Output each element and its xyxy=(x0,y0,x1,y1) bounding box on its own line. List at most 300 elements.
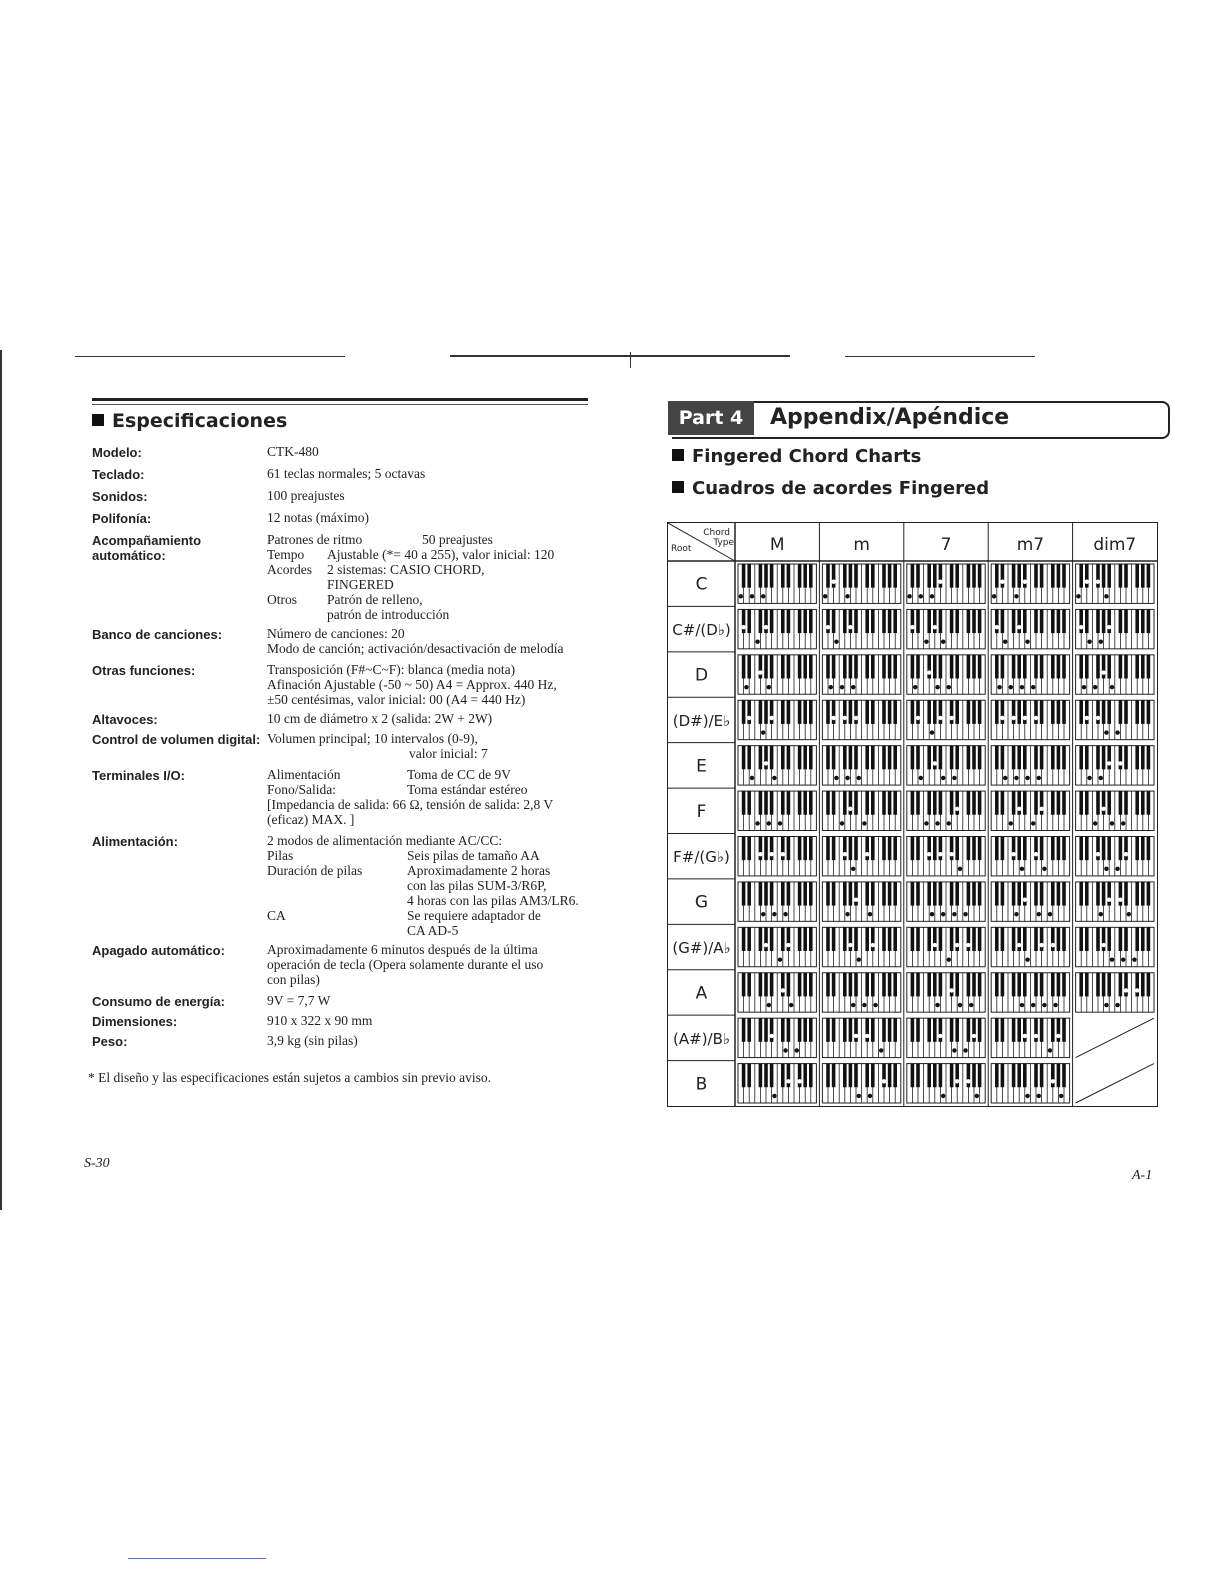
black-key xyxy=(1057,609,1061,633)
black-key xyxy=(1141,837,1145,861)
white-key-dot xyxy=(1110,821,1114,825)
white-key-dot xyxy=(1009,821,1013,825)
chord-type-label: M xyxy=(769,535,785,555)
white-key-dot xyxy=(1093,821,1097,825)
spec-value-line xyxy=(267,908,592,923)
white-key-dot xyxy=(958,867,962,871)
black-key xyxy=(747,700,751,724)
black-key-dot xyxy=(769,852,773,856)
black-key xyxy=(809,609,813,633)
black-key xyxy=(1141,973,1145,997)
white-key-dot xyxy=(857,776,861,780)
black-key xyxy=(911,973,915,997)
black-key xyxy=(888,609,892,633)
bullet-square-icon xyxy=(672,481,684,493)
black-key-dot xyxy=(854,897,858,901)
black-key xyxy=(978,973,982,997)
black-key xyxy=(972,1018,976,1042)
spec-label: Apagado automático: xyxy=(92,943,225,958)
black-key xyxy=(1023,791,1027,815)
black-key-dot xyxy=(949,852,953,856)
black-key xyxy=(1107,927,1111,951)
black-key xyxy=(893,746,897,770)
black-key xyxy=(1102,700,1106,724)
black-key xyxy=(770,746,774,770)
black-key xyxy=(1147,700,1151,724)
black-key xyxy=(781,746,785,770)
black-key xyxy=(1062,837,1066,861)
black-key xyxy=(843,927,847,951)
part-banner xyxy=(672,401,1170,439)
spec-value-line xyxy=(267,466,592,481)
black-key xyxy=(916,700,920,724)
black-key xyxy=(742,927,746,951)
spec-row xyxy=(92,626,592,656)
black-key xyxy=(770,927,774,951)
black-key xyxy=(1040,1064,1044,1088)
black-key xyxy=(803,655,807,679)
black-key xyxy=(854,882,858,906)
white-key-dot xyxy=(1115,867,1119,871)
black-key xyxy=(1096,655,1100,679)
black-key xyxy=(1040,655,1044,679)
spec-label: Terminales I/O: xyxy=(92,768,185,783)
black-key-dot xyxy=(949,716,953,720)
black-key xyxy=(759,973,763,997)
white-key-dot xyxy=(761,730,765,734)
black-key-dot xyxy=(966,1079,970,1083)
black-key xyxy=(742,746,746,770)
black-key xyxy=(1051,882,1055,906)
spec-row xyxy=(92,466,592,482)
black-key xyxy=(967,837,971,861)
black-key xyxy=(747,1018,751,1042)
black-key xyxy=(826,791,830,815)
right-page-number: A-1 xyxy=(1132,1168,1153,1183)
black-key xyxy=(1135,791,1139,815)
black-key xyxy=(1147,791,1151,815)
black-key xyxy=(972,791,976,815)
spec-value-part: Volumen principal; 10 intervalos (0-9), xyxy=(267,731,478,746)
spec-value-part: CTK-480 xyxy=(267,444,319,459)
black-key xyxy=(1102,746,1106,770)
black-key xyxy=(742,791,746,815)
empty-cell-diagonal xyxy=(1076,1018,1154,1057)
black-key xyxy=(803,609,807,633)
black-key xyxy=(759,1018,763,1042)
black-key xyxy=(854,1064,858,1088)
white-key-dot xyxy=(739,594,743,598)
white-key-dot xyxy=(772,1094,776,1098)
black-key xyxy=(1102,837,1106,861)
black-key xyxy=(1096,700,1100,724)
black-key xyxy=(1062,973,1066,997)
spec-label: Consumo de energía: xyxy=(92,994,225,1009)
black-key xyxy=(770,973,774,997)
spec-value-part: Aproximadamente 6 minutos después de la última xyxy=(267,942,538,957)
chord-root-label: C xyxy=(695,574,708,595)
spec-value-line xyxy=(267,626,592,641)
black-key-dot xyxy=(786,943,790,947)
black-key xyxy=(759,609,763,633)
black-key-dot xyxy=(831,716,835,720)
white-key-dot xyxy=(1020,1003,1024,1007)
spec-row xyxy=(92,711,592,727)
black-key xyxy=(916,882,920,906)
black-key-dot xyxy=(1034,852,1038,856)
black-key xyxy=(826,609,830,633)
white-key-dot xyxy=(1127,912,1131,916)
black-key xyxy=(1085,837,1089,861)
spec-value-part: 61 teclas normales; 5 octavas xyxy=(267,466,426,481)
black-key xyxy=(1034,655,1038,679)
chord-root-label: A xyxy=(695,983,708,1004)
black-key xyxy=(916,791,920,815)
black-key xyxy=(759,700,763,724)
black-key-dot xyxy=(764,625,768,629)
black-key xyxy=(1079,837,1083,861)
black-key xyxy=(1057,927,1061,951)
black-key-dot xyxy=(1096,580,1100,584)
white-key-dot xyxy=(1053,1003,1057,1007)
black-key-dot xyxy=(1135,988,1139,992)
black-key xyxy=(871,609,875,633)
black-key xyxy=(978,746,982,770)
white-key-dot xyxy=(1087,640,1091,644)
black-key xyxy=(1119,973,1123,997)
black-key xyxy=(832,973,836,997)
spec-value-part: Afinación Ajustable (-50 ~ 50) A4 = Approx. 440 Hz, xyxy=(267,677,557,692)
spec-label: Otras funciones: xyxy=(92,663,196,678)
black-key xyxy=(764,791,768,815)
black-key xyxy=(1135,927,1139,951)
black-key xyxy=(1147,609,1151,633)
black-key xyxy=(742,1018,746,1042)
black-key xyxy=(995,973,999,997)
black-key-dot xyxy=(933,943,937,947)
white-key-dot xyxy=(1093,685,1097,689)
spec-value-part: 100 preajustes xyxy=(267,488,345,503)
white-key-dot xyxy=(1020,685,1024,689)
black-key xyxy=(1107,837,1111,861)
black-key xyxy=(1135,564,1139,588)
black-key-dot xyxy=(747,716,751,720)
black-key xyxy=(747,564,751,588)
black-key xyxy=(854,746,858,770)
white-key-dot xyxy=(851,685,855,689)
spec-value-line xyxy=(267,532,592,547)
black-key xyxy=(764,973,768,997)
black-key xyxy=(854,564,858,588)
black-key xyxy=(747,609,751,633)
spec-value-part: patrón de introducción xyxy=(327,607,450,622)
black-key xyxy=(1119,655,1123,679)
black-key-dot xyxy=(1023,716,1027,720)
spec-value-part: Modo de canción; activación/desactivación de melodía xyxy=(267,641,564,656)
black-key xyxy=(1023,882,1027,906)
black-key xyxy=(803,791,807,815)
spec-value-line xyxy=(267,562,592,577)
black-key xyxy=(893,655,897,679)
black-key xyxy=(916,1018,920,1042)
black-key xyxy=(882,700,886,724)
black-key xyxy=(967,609,971,633)
white-key-dot xyxy=(1087,776,1091,780)
black-key xyxy=(1062,700,1066,724)
black-key xyxy=(832,564,836,588)
part-label: Part 4 xyxy=(668,401,754,435)
black-key-dot xyxy=(933,761,937,765)
black-key xyxy=(1023,609,1027,633)
black-key xyxy=(803,700,807,724)
black-key xyxy=(787,973,791,997)
black-key-dot xyxy=(769,716,773,720)
black-key xyxy=(809,1018,813,1042)
spec-value-part: Aproximadamente 2 horas xyxy=(407,863,551,878)
black-key xyxy=(1135,973,1139,997)
bullet-square-icon xyxy=(92,414,104,426)
spec-row xyxy=(92,767,592,827)
spec-value xyxy=(267,833,592,938)
spec-label: Acompañamiento automático: xyxy=(92,533,202,563)
black-key xyxy=(803,1018,807,1042)
black-key xyxy=(1107,700,1111,724)
black-key xyxy=(1012,564,1016,588)
spec-value-part: 50 preajustes xyxy=(422,532,493,547)
black-key xyxy=(1096,746,1100,770)
black-key xyxy=(955,927,959,951)
black-key xyxy=(764,609,768,633)
black-key xyxy=(787,1064,791,1088)
black-key xyxy=(798,837,802,861)
black-key xyxy=(1017,973,1021,997)
black-key xyxy=(1147,973,1151,997)
black-key-dot xyxy=(972,1034,976,1038)
black-key xyxy=(995,700,999,724)
black-key xyxy=(803,927,807,951)
spec-value-part: 2 modos de alimentación mediante AC/CC: xyxy=(267,833,503,848)
black-key xyxy=(849,746,853,770)
black-key xyxy=(1034,927,1038,951)
black-key-dot xyxy=(1079,625,1083,629)
black-key xyxy=(882,609,886,633)
white-key-dot xyxy=(1076,594,1080,598)
spec-value-part: CA AD-5 xyxy=(407,923,459,938)
white-key-dot xyxy=(913,685,917,689)
black-key-dot xyxy=(843,716,847,720)
black-key xyxy=(764,927,768,951)
black-key xyxy=(1057,1018,1061,1042)
white-key-dot xyxy=(1048,912,1052,916)
black-key xyxy=(967,973,971,997)
black-key xyxy=(1079,564,1083,588)
black-key-dot xyxy=(1101,670,1105,674)
black-key xyxy=(888,746,892,770)
black-key xyxy=(1135,655,1139,679)
black-key xyxy=(950,746,954,770)
black-key-dot xyxy=(758,670,762,674)
spec-value-line xyxy=(267,677,592,692)
spec-label: Polifonía: xyxy=(92,511,152,526)
spec-value-part: Toma estándar estéreo xyxy=(407,782,528,797)
spec-row xyxy=(92,993,592,1009)
black-key xyxy=(1147,564,1151,588)
specs-section-title xyxy=(92,410,287,432)
spec-label: Altavoces: xyxy=(92,712,158,727)
spec-value-part: Otros xyxy=(267,592,297,607)
black-key xyxy=(1051,973,1055,997)
spec-value-line xyxy=(267,942,592,957)
black-key xyxy=(888,927,892,951)
black-key xyxy=(1012,1018,1016,1042)
black-key xyxy=(1012,746,1016,770)
spec-label: Teclado: xyxy=(92,467,145,482)
black-key xyxy=(747,927,751,951)
white-key-dot xyxy=(783,912,787,916)
black-key xyxy=(927,927,931,951)
black-key xyxy=(798,655,802,679)
black-key xyxy=(978,1064,982,1088)
white-key-dot xyxy=(862,821,866,825)
black-key xyxy=(843,655,847,679)
black-key xyxy=(967,1064,971,1088)
black-key xyxy=(882,837,886,861)
bullet-square-icon xyxy=(672,449,684,461)
black-key-dot xyxy=(871,943,875,947)
white-key-dot xyxy=(1020,867,1024,871)
black-key xyxy=(764,700,768,724)
black-key xyxy=(1017,746,1021,770)
spec-value-part: valor inicial: 7 xyxy=(409,746,488,761)
black-key-dot xyxy=(1039,807,1043,811)
spec-value xyxy=(267,1033,592,1049)
black-key xyxy=(911,700,915,724)
black-key xyxy=(865,746,869,770)
black-key-dot xyxy=(1118,897,1122,901)
black-key xyxy=(911,1018,915,1042)
black-key-dot xyxy=(764,943,768,947)
black-key-dot xyxy=(1023,897,1027,901)
black-key xyxy=(1040,700,1044,724)
black-key xyxy=(871,882,875,906)
black-key xyxy=(955,609,959,633)
black-key xyxy=(950,1064,954,1088)
black-key xyxy=(865,1064,869,1088)
chord-root-label: F xyxy=(696,801,707,822)
black-key xyxy=(742,700,746,724)
black-key xyxy=(764,1064,768,1088)
chord-root-label: (D#)/E♭ xyxy=(672,711,731,730)
black-key xyxy=(967,1018,971,1042)
chord-root-label: (G#)/A♭ xyxy=(672,939,731,958)
black-key xyxy=(1085,927,1089,951)
black-key xyxy=(1085,973,1089,997)
black-key xyxy=(747,1064,751,1088)
black-key xyxy=(803,882,807,906)
spec-value xyxy=(267,510,592,526)
black-key xyxy=(747,655,751,679)
white-key-dot xyxy=(941,1094,945,1098)
black-key xyxy=(1051,927,1055,951)
white-key-dot xyxy=(997,685,1001,689)
spec-value-part: 2 sistemas: CASIO CHORD, xyxy=(327,562,485,577)
black-key xyxy=(916,564,920,588)
white-key-dot xyxy=(924,821,928,825)
black-key xyxy=(927,973,931,997)
black-key xyxy=(1012,655,1016,679)
black-key xyxy=(927,882,931,906)
black-key-dot xyxy=(938,580,942,584)
specs-title-text: Especificaciones xyxy=(112,410,288,432)
black-key xyxy=(849,1064,853,1088)
black-key xyxy=(832,746,836,770)
black-key xyxy=(803,973,807,997)
black-key xyxy=(978,791,982,815)
black-key xyxy=(1102,973,1106,997)
black-key xyxy=(787,927,791,951)
black-key xyxy=(1096,564,1100,588)
black-key xyxy=(972,655,976,679)
black-key-dot xyxy=(955,807,959,811)
black-key xyxy=(1147,746,1151,770)
spec-value-line xyxy=(267,607,592,622)
black-key xyxy=(1001,882,1005,906)
white-key-dot xyxy=(1003,640,1007,644)
black-key-dot xyxy=(927,852,931,856)
white-key-dot xyxy=(1014,776,1018,780)
spec-value-part: 9V = 7,7 W xyxy=(267,993,331,1008)
black-key xyxy=(798,1064,802,1088)
chord-root-label: (A#)/B♭ xyxy=(673,1029,730,1048)
spec-value-part: 10 cm de diámetro x 2 (salida: 2W + 2W) xyxy=(267,711,493,726)
black-key xyxy=(893,973,897,997)
white-key-dot xyxy=(767,821,771,825)
black-key xyxy=(871,973,875,997)
black-key-dot xyxy=(843,852,847,856)
black-key-dot xyxy=(781,988,785,992)
black-key-dot xyxy=(1017,943,1021,947)
black-key xyxy=(1141,791,1145,815)
black-key xyxy=(1085,564,1089,588)
black-key xyxy=(978,882,982,906)
white-key-dot xyxy=(750,776,754,780)
chord-root-label: F#/(G♭) xyxy=(673,848,730,867)
black-key xyxy=(865,655,869,679)
black-key xyxy=(1147,837,1151,861)
black-key xyxy=(893,1064,897,1088)
black-key-dot xyxy=(966,943,970,947)
black-key xyxy=(1124,882,1128,906)
black-key xyxy=(832,655,836,679)
spec-value xyxy=(267,444,592,460)
black-key xyxy=(798,746,802,770)
black-key xyxy=(882,973,886,997)
black-key xyxy=(927,791,931,815)
black-key xyxy=(893,1018,897,1042)
white-key-dot xyxy=(750,594,754,598)
white-key-dot xyxy=(1003,776,1007,780)
white-key-dot xyxy=(1121,957,1125,961)
black-key-dot xyxy=(1085,580,1089,584)
black-key-dot xyxy=(1000,716,1004,720)
black-key xyxy=(1023,564,1027,588)
black-key xyxy=(865,973,869,997)
black-key xyxy=(967,882,971,906)
black-key xyxy=(865,927,869,951)
black-key xyxy=(1001,837,1005,861)
white-key-dot xyxy=(969,1003,973,1007)
black-key xyxy=(1023,655,1027,679)
